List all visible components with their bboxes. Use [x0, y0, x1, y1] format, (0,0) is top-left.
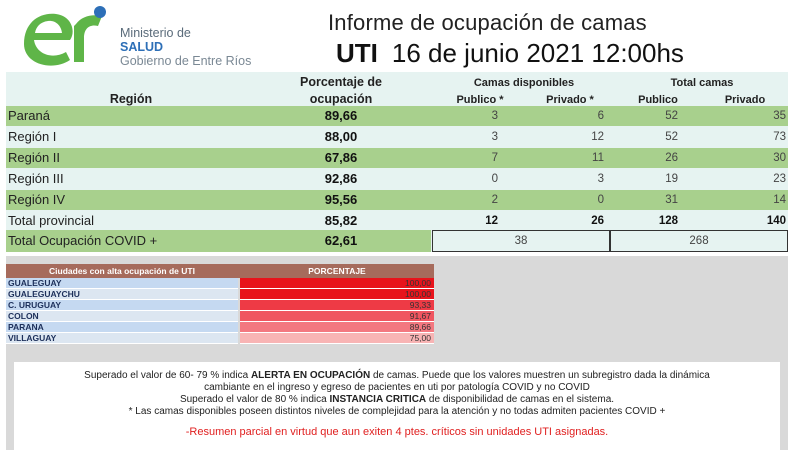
- city-row: [6, 300, 434, 311]
- covid-total: 268: [610, 230, 788, 252]
- pub-total: 26: [665, 152, 678, 164]
- total-provincial-row: [6, 211, 788, 231]
- region-pct: 95,56: [324, 192, 358, 207]
- pri-disp: 11: [592, 152, 604, 164]
- city-row: [6, 333, 434, 344]
- pri-total: 73: [773, 131, 786, 143]
- table-row: [6, 127, 788, 147]
- total-pub-total: 128: [658, 215, 678, 227]
- ministry-text: [120, 26, 251, 68]
- pub-total: 19: [665, 173, 678, 185]
- region-name: Región IV: [8, 192, 66, 207]
- pub-disp: 3: [491, 110, 498, 122]
- er-logo-icon: [18, 4, 114, 70]
- cities-header: [6, 264, 434, 278]
- covid-row: [6, 230, 788, 252]
- city-row: [6, 311, 434, 322]
- total-name: Total provincial: [8, 213, 94, 228]
- city-name: GUALEGUAY: [6, 278, 238, 289]
- col-pct-line1: Porcentaje de: [300, 75, 382, 89]
- table-row: [6, 169, 788, 189]
- report-datetime: 16 de junio 2021 12:00hs: [391, 38, 684, 68]
- report-title: Informe de ocupación de camas: [328, 10, 647, 35]
- region-pct: 88,00: [324, 129, 358, 144]
- pub-disp: 2: [491, 194, 498, 206]
- city-value: 91,67: [240, 311, 434, 322]
- pri-total: 23: [773, 173, 786, 185]
- col-pct: PORCENTAJE: [308, 266, 366, 276]
- pub-disp: 7: [491, 152, 498, 164]
- group-total: Total camas: [670, 77, 734, 89]
- group-disponibles: Camas disponibles: [473, 77, 575, 89]
- covid-name: Total Ocupación COVID +: [8, 233, 158, 248]
- region-pct: 92,86: [324, 171, 358, 186]
- col-region: Región: [109, 92, 153, 106]
- pri-disp: 6: [597, 110, 604, 122]
- report-subtitle: [336, 38, 684, 69]
- total-pri-total: 140: [766, 215, 786, 227]
- pub-total: 52: [665, 110, 678, 122]
- total-pri-disp: 26: [591, 215, 604, 227]
- cities-table: [6, 264, 434, 344]
- city-row: [6, 278, 434, 289]
- occupancy-table: [6, 72, 788, 252]
- note-line3: Superado el valor de 80 % indica INSTANCIA CRITICA de disponibilidad de camas en el sistema.: [179, 394, 615, 405]
- report-unit: UTI: [336, 38, 378, 68]
- note-line2: cambiante en el ingreso y egreso de pacientes en uti por patología COVID y no COVID: [204, 382, 590, 393]
- pub-disp: 3: [491, 131, 498, 143]
- table-row: [6, 106, 788, 126]
- city-value: 89,66: [240, 322, 434, 333]
- total-pub-disp: 12: [485, 215, 498, 227]
- pri-disp: 12: [591, 131, 604, 143]
- pri-total: 14: [773, 194, 786, 206]
- city-value: 93,33: [240, 300, 434, 311]
- sub-pri-disp: Privado *: [546, 94, 594, 106]
- city-name: COLON: [6, 311, 238, 322]
- total-pct: 85,82: [324, 213, 358, 228]
- city-name: C. URUGUAY: [6, 300, 238, 311]
- region-pct: 67,86: [324, 150, 358, 165]
- region-name: Región III: [8, 171, 64, 186]
- city-value: 75,00: [240, 333, 434, 344]
- col-city: Ciudades con alta ocupación de UTI: [49, 266, 195, 276]
- covid-namebox: [6, 230, 431, 252]
- note-line4: * Las camas disponibles poseen distintos niveles de complejidad para la atención y no todas admiten pacientes COVID +: [128, 406, 666, 417]
- sub-pri-total: Privado: [724, 94, 766, 106]
- report-header: [0, 0, 800, 72]
- city-value: 100,00: [240, 278, 434, 289]
- pri-total: 30: [773, 152, 786, 164]
- pri-disp: 3: [597, 173, 604, 185]
- ministry-line3: Gobierno de Entre Ríos: [120, 54, 252, 68]
- ministry-line1: Ministerio de: [120, 26, 191, 40]
- pub-disp: 0: [491, 173, 498, 185]
- city-name: VILLAGUAY: [6, 333, 238, 344]
- city-name: PARANA: [6, 322, 238, 333]
- pub-total: 31: [665, 194, 678, 206]
- region-name: Región II: [8, 150, 61, 165]
- pri-total: 35: [773, 110, 786, 122]
- note-line1: Superado el valor de 60- 79 % indica ALERTA EN OCUPACIÓN de camas. Puede que los valores muestren un subregistro dada la dinámica: [84, 370, 710, 381]
- covid-pct: 62,61: [324, 233, 358, 248]
- notes-box: [14, 362, 780, 450]
- sub-pub-total: Publico: [638, 94, 678, 106]
- col-pct-line2: ocupación: [309, 92, 373, 106]
- table-row: [6, 190, 788, 210]
- region-pct: 89,66: [324, 108, 358, 123]
- city-name: GUALEGUAYCHU: [6, 289, 238, 300]
- pub-total: 52: [665, 131, 678, 143]
- city-value: 100,00: [240, 289, 434, 300]
- region-name: Paraná: [8, 108, 50, 123]
- ministry-line2: SALUD: [120, 40, 164, 54]
- pri-disp: 0: [597, 194, 604, 206]
- covid-disp: 38: [432, 230, 610, 252]
- note-resumen: -Resumen parcial en virtud que aun exiten 4 ptes. críticos sin unidades UTI asignadas.: [185, 426, 609, 438]
- city-row: [6, 322, 434, 333]
- table-row: [6, 148, 788, 168]
- region-name: Región I: [8, 129, 57, 144]
- sub-pub-disp: Publico *: [456, 94, 504, 106]
- city-row: [6, 289, 434, 300]
